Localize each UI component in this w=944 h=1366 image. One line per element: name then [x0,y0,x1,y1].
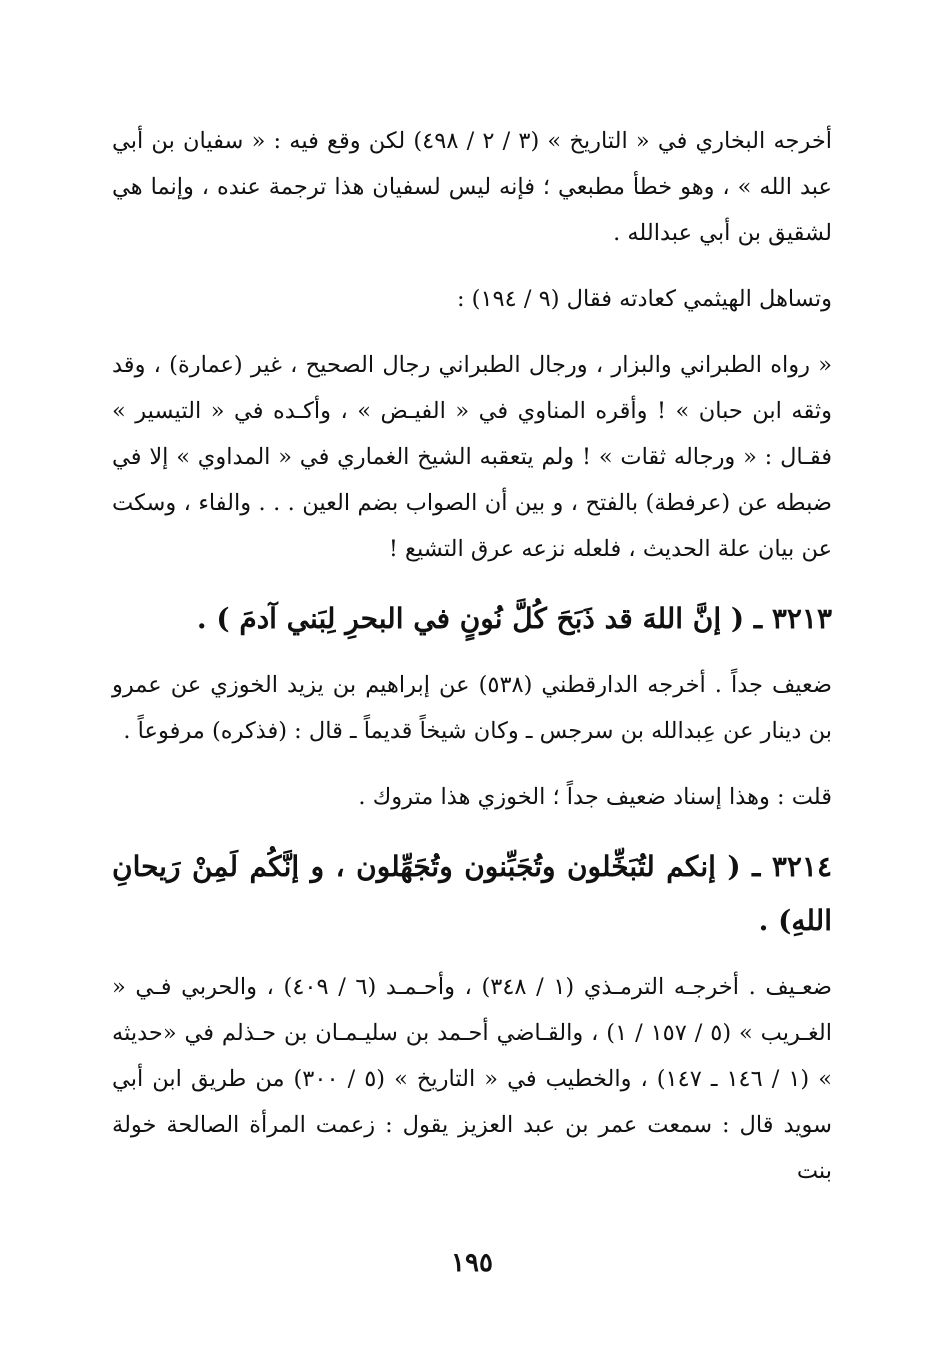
hadith-3213-grading: ضعيف جداً . أخرجه الدارقطني (٥٣٨) عن إبراهيم بن يزيد الخوزي عن عمرو بن دينار عن عِبدالله بن سرجس ـ وكان شيخاً قديماً ـ قال : (فذكره) مرفوعاً . [112,672,832,744]
paragraph-haythami: وتساهل الهيثمي كعادته فقال (٩ / ١٩٤) : [456,286,832,312]
hadith-3213-note: قلت : وهذا إسناد ضعيف جداً ؛ الخوزي هذا متروك . [358,784,832,810]
paragraph-bukhari: أخرجه البخاري في « التاريخ » (٣ / ٢ / ٤٩٨) لكن وقع فيه : « سفيان بن أبي عبد الله » ، وهو خطأ مطبعي ؛ فإنه ليس لسفيان هذا ترجمة عنده ، وإنما هي لشقيق بن أبي عبدالله . [112,128,832,246]
hadith-3213-heading: ٣٢١٣ ـ ( إنَّ اللهَ قد ذَبَحَ كُلَّ نُونٍ في البحرِ لِبَني آدمَ ) . [196,602,832,635]
page-number: ١٩٥ [451,1248,493,1278]
page-body [112,118,832,1214]
hadith-3214-heading: ٣٢١٤ ـ ( إنكم لتُبَخِّلون وتُجَبِّنون وتُجَهِّلون ، و إنَّكُم لَمِنْ رَيحانِ اللهِ) . [112,850,832,937]
paragraph-quote: « رواه الطبراني والبزار ، ورجال الطبراني رجال الصحيح ، غير (عمارة) ، وقد وثقه ابن حبان » ! وأقره المناوي في « الفيـض » ، وأكـده في « التيسير » فقـال : « ورجاله ثقات » ! ولم يتعقبه الشيخ الغماري في « المداوي » إلا في ضبطه عن (عرفطة) بالفتح ، و بين أن الصواب بضم العين . . . والفاء ، وسكت عن بيان علة الحديث ، فلعله نزعه عرق التشيع ! [112,352,832,562]
hadith-3214-grading: ضعـيف . أخرجـه الترمـذي (١ / ٣٤٨) ، وأحـمـد (٦ / ٤٠٩) ، والحربي فـي « الغـريب » (٥ / ١٥٧ / ١) ، والقـاضي أحـمد بن سليـمـان بن حـذلم في «حديثه » (١ / ١٤٦ ـ ١٤٧) ، والخطيب في « التاريخ » (٥ / ٣٠٠) من طريق ابن أبي سويد قال : سمعت عمر بن عبد العزيز يقول : زعمت المرأة الصالحة خولة بنت [112,974,832,1184]
